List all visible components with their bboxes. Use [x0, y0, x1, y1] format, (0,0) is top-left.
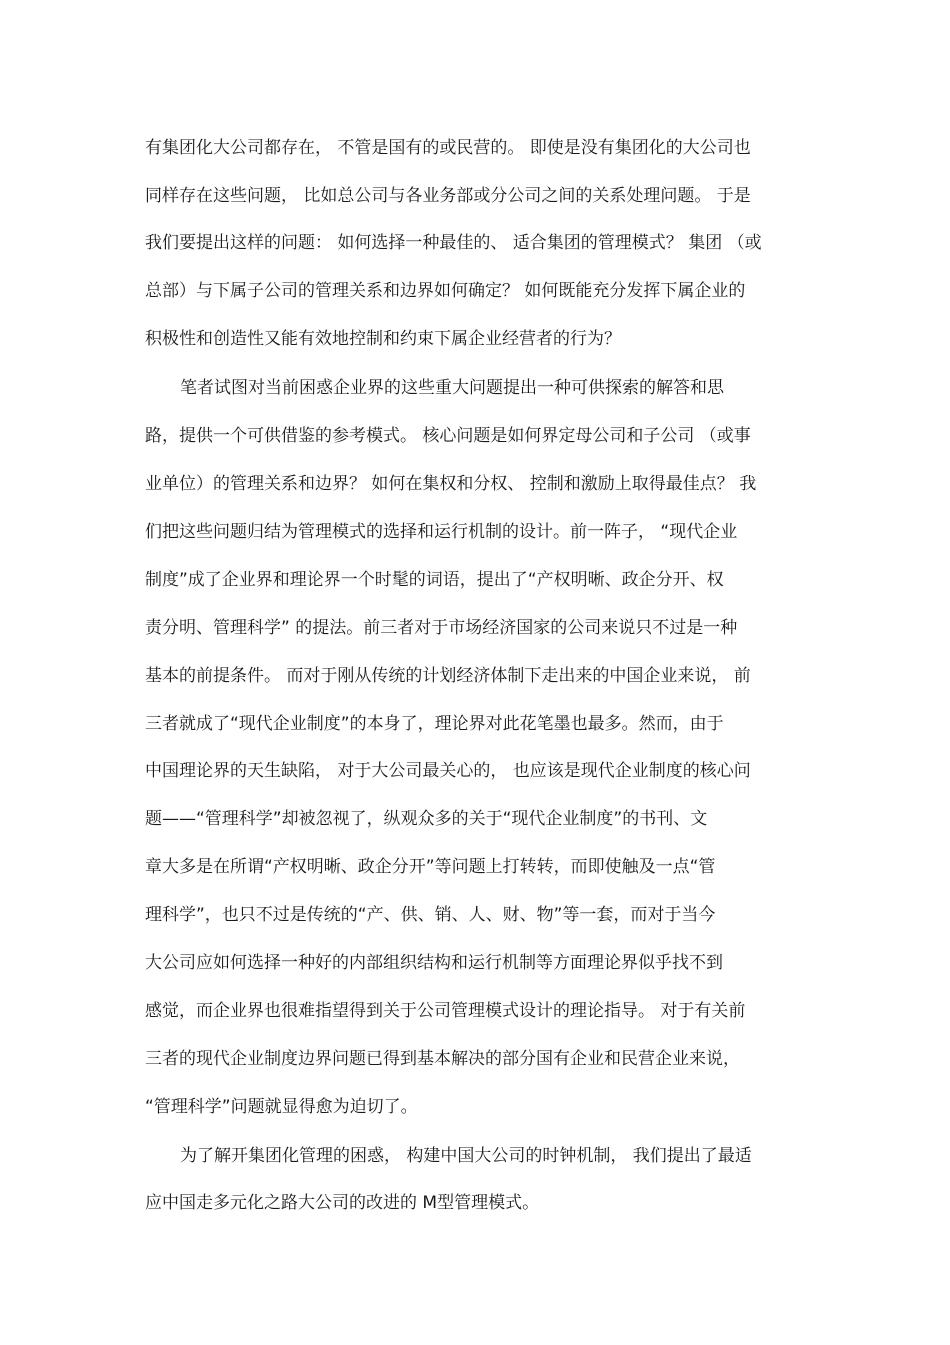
- text-line: 路，提供一个可供借鉴的参考模式。 核心问题是如何界定母公司和子公司 （或事: [145, 426, 751, 446]
- text-line: 总部）与下属子公司的管理关系和边界如何确定？ 如何既能充分发挥下属企业的: [145, 281, 746, 301]
- text-line: 笔者试图对当前困惑企业界的这些重大问题提出一种可供探索的解答和思: [180, 378, 724, 398]
- text-line: 题——“管理科学”却被忽视了，纵观众多的关于“现代企业制度”的书刊、文: [145, 809, 708, 829]
- text-line: 感觉，而企业界也很难指望得到关于公司管理模式设计的理论指导。 对于有关前: [145, 1001, 746, 1021]
- text-line: 应中国走多元化之路大公司的改进的 M型管理模式。: [145, 1193, 540, 1213]
- text-line: 为了解开集团化管理的困惑， 构建中国大公司的时钟机制， 我们提出了最适: [180, 1146, 752, 1166]
- text-line: 们把这些问题归结为管理模式的选择和运行机制的设计。前一阵子， “现代企业: [145, 522, 738, 542]
- text-line: 大公司应如何选择一种好的内部组织结构和运行机制等方面理论界似乎找不到: [145, 953, 723, 973]
- text-line: 积极性和创造性又能有效地控制和约束下属企业经营者的行为？: [145, 329, 621, 349]
- text-line: 三者就成了“现代企业制度”的本身了，理论界对此花笔墨也最多。然而，由于: [145, 714, 724, 734]
- text-line: 有集团化大公司都存在， 不管是国有的或民营的。 即使是没有集团化的大公司也: [145, 138, 751, 158]
- text-line: 基本的前提条件。 而对于刚从传统的计划经济体制下走出来的中国企业来说， 前: [145, 666, 751, 686]
- text-line: 制度”成了企业界和理论界一个时髦的词语，提出了“产权明晰、政企分开、权: [145, 570, 724, 590]
- text-line: 章大多是在所谓“产权明晰、政企分开”等问题上打转转，而即使触及一点“管: [145, 857, 716, 877]
- text-line: 三者的现代企业制度边界问题已得到基本解决的部分国有企业和民营企业来说，: [145, 1049, 740, 1069]
- text-line: 同样存在这些问题， 比如总公司与各业务部或分公司之间的关系处理问题。 于是: [145, 186, 751, 206]
- text-line: 理科学”，也只不过是传统的“产、供、销、人、财、物”等一套，而对于当今: [145, 905, 716, 925]
- text-line: 中国理论界的天生缺陷， 对于大公司最关心的， 也应该是现代企业制度的核心问: [145, 761, 751, 781]
- text-line: 我们要提出这样的问题： 如何选择一种最佳的、 适合集团的管理模式？ 集团 （或: [145, 233, 762, 253]
- text-line: “管理科学”问题就显得愈为迫切了。: [145, 1097, 418, 1117]
- text-line: 业单位）的管理关系和边界？ 如何在集权和分权、 控制和激励上取得最佳点？ 我: [145, 474, 757, 494]
- text-line: 责分明、管理科学” 的提法。前三者对于市场经济国家的公司来说只不过是一种: [145, 618, 738, 638]
